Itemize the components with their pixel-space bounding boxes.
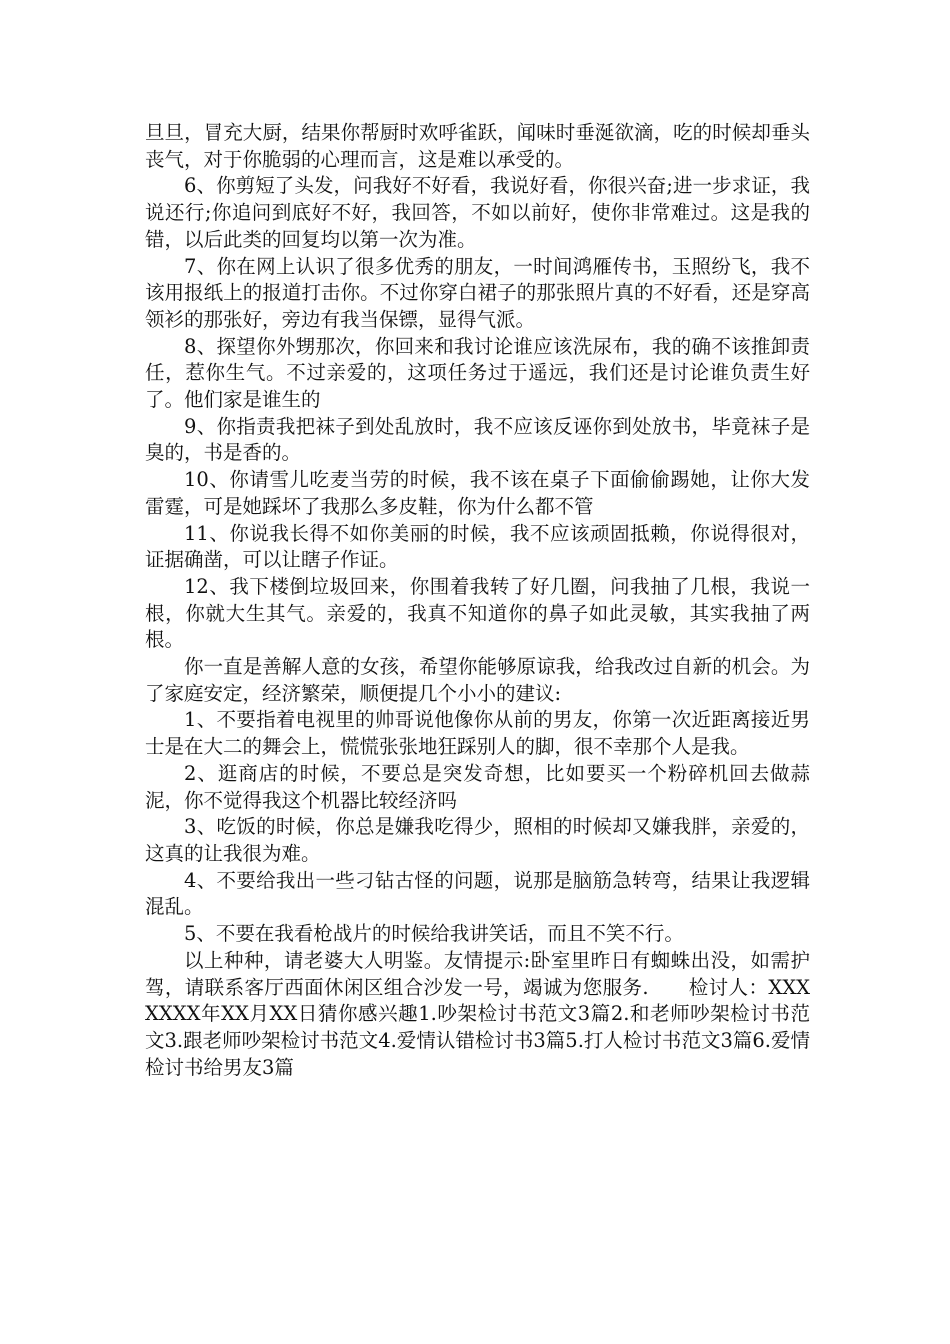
paragraph-apology-intro: 你一直是善解人意的女孩，希望你能够原谅我，给我改过自新的机会。为了家庭安定，经济繁荣，顺便提几个小小的建议:	[145, 655, 810, 705]
paragraph-item-6: 6、你剪短了头发，问我好不好看，我说好看，你很兴奋;进一步求证，我说还行;你追问到底好不好，我回答，不如以前好，使你非常难过。这是我的错，以后此类的回复均以第一次为准。	[145, 174, 810, 251]
paragraph-suggestion-1: 1、不要指着电视里的帅哥说他像你从前的男友，你第一次近距离接近男士是在大二的舞会上，慌慌张张地狂踩别人的脚，很不幸那个人是我。	[145, 708, 810, 759]
paragraph-closing: 以上种种，请老婆大人明鉴。友情提示:卧室里昨日有蜘蛛出没，如需护驾，请联系客厅西面休闲区组合沙发一号，竭诚为您服务. 检讨人：XXX XXXX年XX月XX日猜你感兴趣1.吵架检讨书范文3篇2.和老师吵架检讨书范文3.跟老师吵架检讨书范文4.爱情认错检讨书3篇5.打人检讨书范文3篇6.爱情检讨书给男友3篇	[145, 948, 850, 1079]
paragraph-suggestion-5: 5、不要在我看枪战片的时候给我讲笑话，而且不笑不行。	[184, 922, 684, 946]
paragraph-item-11: 11、你说我长得不如你美丽的时候，我不应该顽固抵赖，你说得很对，证据确凿，可以让瞎子作证。	[145, 521, 810, 572]
paragraph-continuation: 旦旦，冒充大厨，结果你帮厨时欢呼雀跃，闻味时垂涎欲滴，吃的时候却垂头丧气，对于你脆弱的心理而言，这是难以承受的。	[145, 121, 810, 171]
paragraph-suggestion-3: 3、吃饭的时候，你总是嫌我吃得少，照相的时候却又嫌我胖，亲爱的，这真的让我很为难。	[145, 815, 810, 865]
paragraph-item-10: 10、你请雪儿吃麦当劳的时候，我不该在桌子下面偷偷踢她，让你大发雷霆，可是她踩坏了我那么多皮鞋，你为什么都不管	[145, 468, 810, 518]
paragraph-suggestion-2: 2、逛商店的时候，不要总是突发奇想，比如要买一个粉碎机回去做蒜泥，你不觉得我这个机器比较经济吗	[145, 761, 810, 812]
paragraph-item-7: 7、你在网上认识了很多优秀的朋友，一时间鸿雁传书，玉照纷飞，我不该用报纸上的报道打击你。不过你穿白裙子的那张照片真的不好看，还是穿高领衫的那张好，旁边有我当保镖，显得气派。	[145, 254, 810, 331]
paragraph-item-12: 12、我下楼倒垃圾回来，你围着我转了好几圈，问我抽了几根，我说一根，你就大生其气。亲爱的，我真不知道你的鼻子如此灵敏，其实我抽了两根。	[145, 574, 810, 652]
paragraph-suggestion-4: 4、不要给我出一些刁钻古怪的问题，说那是脑筋急转弯，结果让我逻辑混乱。	[145, 868, 810, 919]
paragraph-item-9: 9、你指责我把袜子到处乱放时，我不应该反诬你到处放书，毕竟袜子是臭的，书是香的。	[145, 414, 810, 465]
paragraph-item-8: 8、探望你外甥那次，你回来和我讨论谁应该洗尿布，我的确不该推卸责任，惹你生气。不过亲爱的，这项任务过于遥远，我们还是讨论谁负责生好了。他们家是谁生的	[145, 334, 810, 412]
document-page	[145, 120, 850, 1081]
